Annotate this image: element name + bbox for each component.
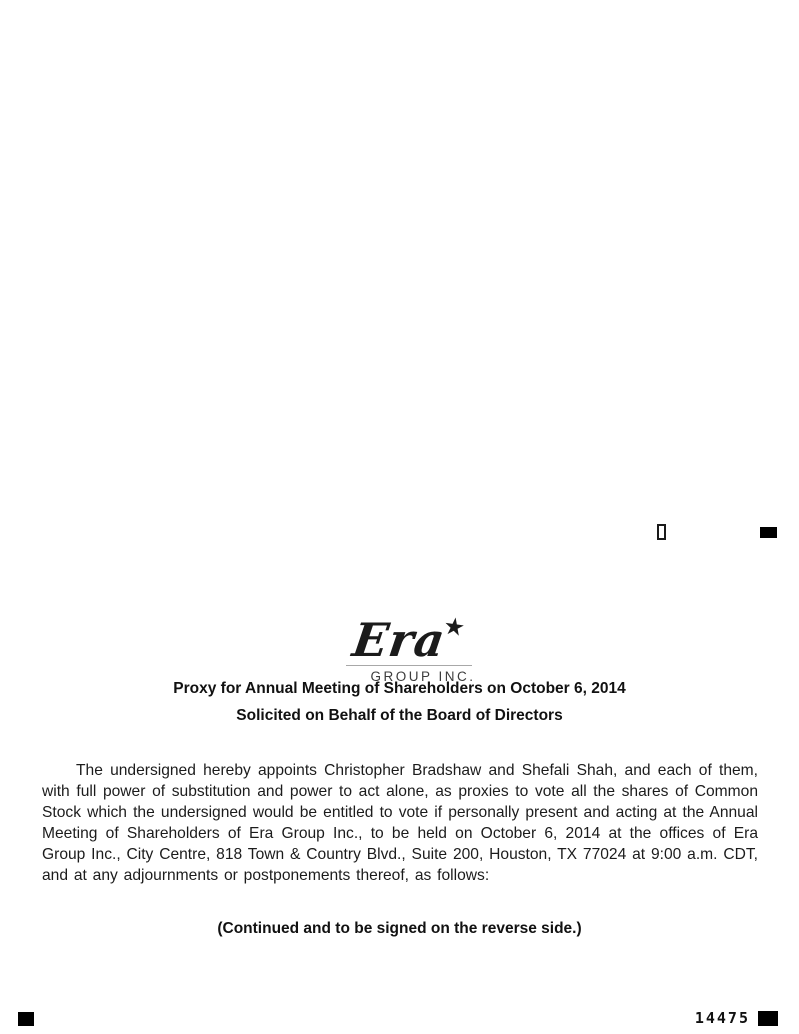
continued-notice: (Continued and to be signed on the reverse side.) [217,920,582,937]
registration-bar-bottom-right-icon [758,1011,778,1026]
scan-code [695,1009,778,1027]
proxy-title: Proxy for Annual Meeting of Shareholders on October 6, 2014 [173,680,626,697]
registration-outline-box-icon [657,524,666,540]
logo-wordmark [349,603,469,667]
era-group-logo [319,603,499,684]
proxy-subtitle: Solicited on Behalf of the Board of Directors [236,707,563,724]
scan-code-number: 14475 [694,1009,750,1027]
logo-subtitle: GROUP INC. [370,669,476,684]
logo-wordmark-text: Era [349,613,450,667]
proxy-body-paragraph: The undersigned hereby appoints Christopher Bradshaw and Shefali Shah, and each of them, with full power of substitution and power to act alone, as proxies to vote all the shares of Common Stock which the undersigned would be entitled to vote if personally present and acting at the Annual Meeting of Shareholders of Era Group Inc., to be held on October 6, 2014 at the offices of Era Group Inc., City Centre, 818 Town & Country Blvd., Suite 200, Houston, TX 77024 at 9:00 a.m. CDT, and at any adjournments or postponements thereof, as follows: [42,762,758,884]
star-icon: ★ [443,612,467,641]
registration-bar-top-right-icon [760,527,777,538]
registration-bar-bottom-left-icon [18,1012,34,1026]
